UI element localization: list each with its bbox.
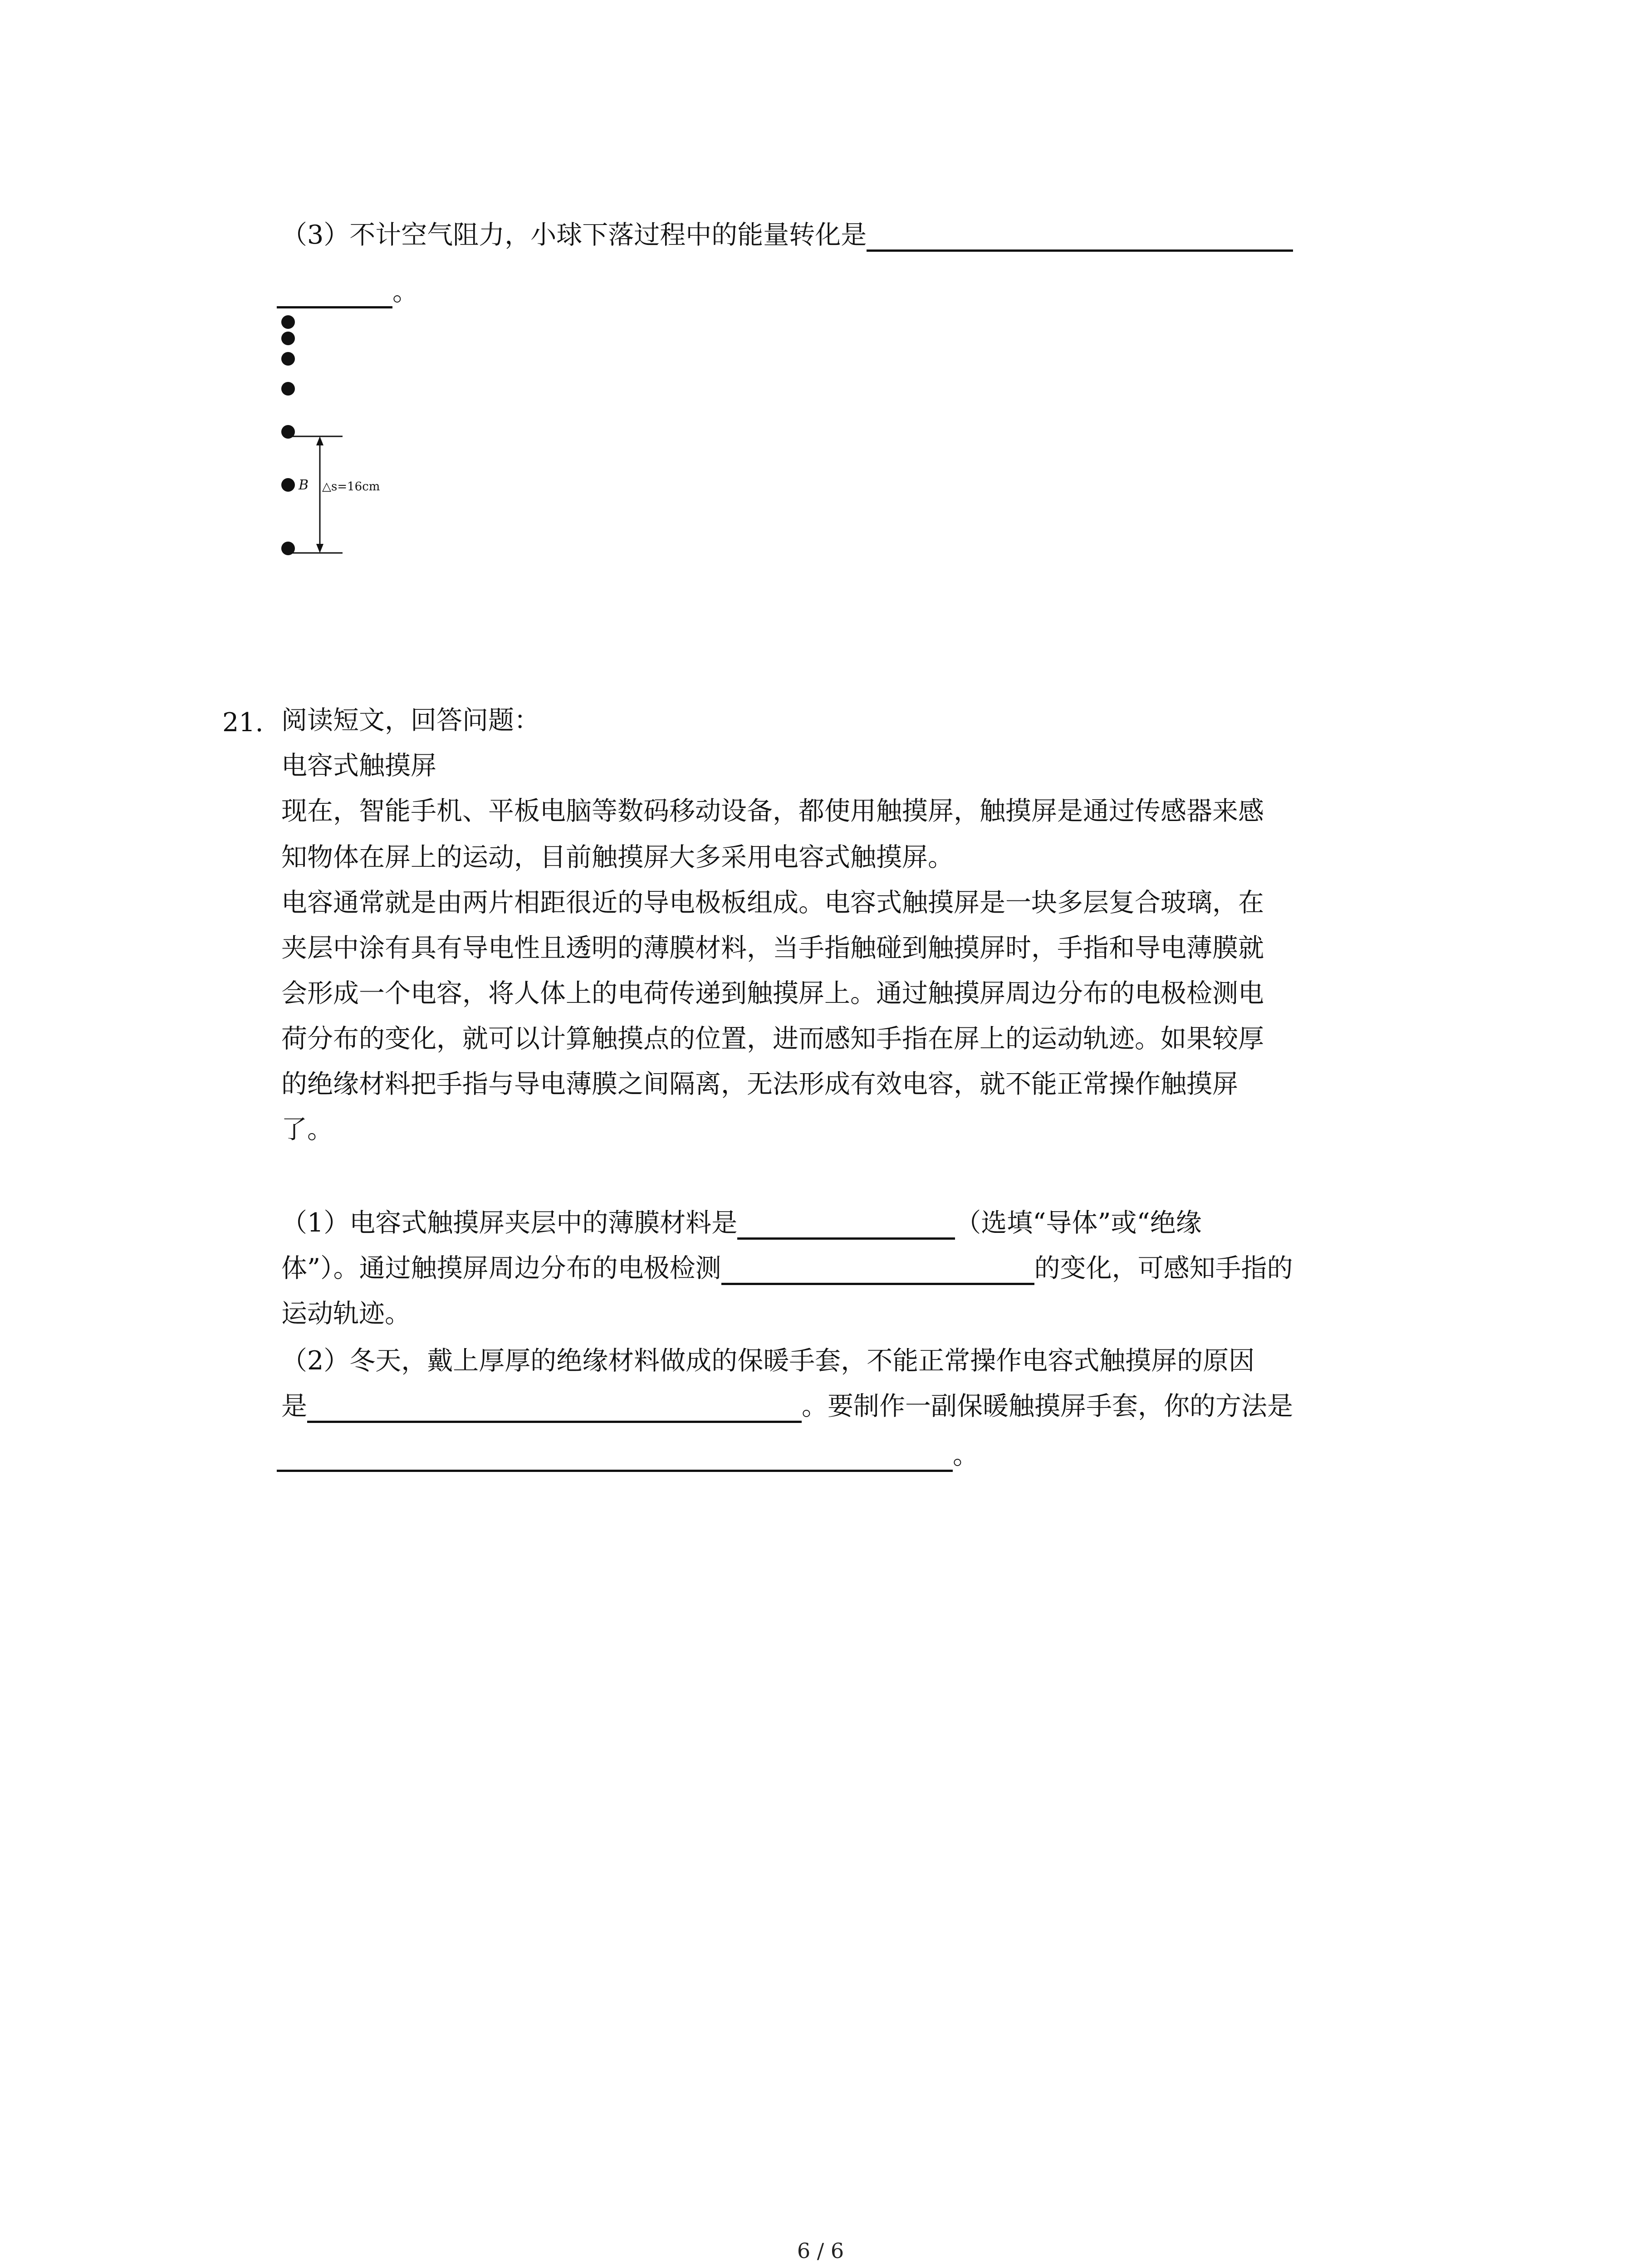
falling-ball-diagram — [268, 313, 413, 567]
q20-part3-text: （3）不计空气阻力，小球下落过程中的能量转化是 — [281, 220, 867, 250]
sub2-line-1: （2）冬天，戴上厚厚的绝缘材料做成的保暖手套，不能正常操作电容式触摸屏的原因 — [281, 1346, 1255, 1376]
q20-part3-answer-blank[interactable] — [867, 222, 1293, 252]
electrode-detect-blank[interactable] — [721, 1256, 1034, 1285]
ball-dot-2 — [281, 332, 295, 345]
sub2-line-2 — [281, 1393, 1293, 1423]
arrow-head-up — [316, 436, 323, 445]
ball-dot-4 — [281, 382, 295, 396]
q20-part3-period: 。 — [392, 277, 418, 307]
para2-line-6: 了。 — [281, 1114, 333, 1144]
ball-dots — [281, 315, 295, 555]
para2-line-2: 夹层中涂有具有导电性且透明的薄膜材料，当手指触碰到触摸屏时，手指和导电薄膜就 — [281, 933, 1264, 963]
sub1-line-3: 运动轨迹。 — [281, 1299, 411, 1329]
page-number: 6 / 6 — [797, 2239, 844, 2263]
para1-line-2: 知物体在屏上的运动，目前触摸屏大多采用电容式触摸屏。 — [281, 842, 954, 872]
q20-part3-line2 — [277, 279, 418, 308]
question-number: 21. — [222, 708, 264, 738]
sub1-text-b: （选填“导体”或“绝缘 — [955, 1208, 1202, 1238]
glove-reason-blank[interactable] — [307, 1393, 802, 1423]
sub2-text-a: 是 — [281, 1391, 307, 1421]
falling-ball-figure — [268, 313, 413, 567]
arrow-head-down — [316, 544, 323, 553]
question-intro: 阅读短文，回答问题： — [281, 705, 540, 735]
sub1-line-2 — [281, 1253, 1293, 1285]
ball-dot-1 — [281, 315, 295, 329]
sub1-line-1 — [281, 1210, 1202, 1240]
para1-line-1: 现在，智能手机、平板电脑等数码移动设备，都使用触摸屏，触摸屏是通过传感器来感 — [281, 796, 1264, 826]
para2-line-4: 荷分布的变化，就可以计算触摸点的位置，进而感知手指在屏上的运动轨迹。如果较厚 — [281, 1024, 1264, 1054]
sub2-text-b: 。要制作一副保暖触摸屏手套，你的方法是 — [802, 1391, 1293, 1421]
para2-line-1: 电容通常就是由两片相距很近的导电极板组成。电容式触摸屏是一块多层复合玻璃，在 — [281, 888, 1264, 918]
article-title: 电容式触摸屏 — [281, 751, 436, 781]
q20-part3-line1 — [281, 222, 1293, 252]
sub1-text-d: 的变化，可感知手指的 — [1034, 1253, 1293, 1283]
glove-method-blank[interactable] — [277, 1442, 953, 1472]
film-material-blank[interactable] — [737, 1210, 955, 1240]
point-b-label: B — [299, 477, 309, 493]
distance-label: △s=16cm — [322, 480, 380, 494]
ball-dot-3 — [281, 352, 295, 366]
para2-line-5: 的绝缘材料把手指与导电薄膜之间隔离，无法形成有效电容，就不能正常操作触摸屏 — [281, 1069, 1238, 1099]
ball-dot-B — [281, 478, 295, 492]
sub1-text-a: （1）电容式触摸屏夹层中的薄膜材料是 — [281, 1208, 738, 1238]
para2-line-3: 会形成一个电容，将人体上的电荷传递到触摸屏上。通过触摸屏周边分布的电极检测电 — [281, 978, 1264, 1008]
sub2-period: 。 — [953, 1440, 979, 1470]
sub1-text-c: 体”）。通过触摸屏周边分布的电极检测 — [281, 1253, 721, 1283]
sub2-line-3 — [277, 1442, 979, 1472]
q20-part3-answer-blank-cont[interactable] — [277, 279, 392, 308]
